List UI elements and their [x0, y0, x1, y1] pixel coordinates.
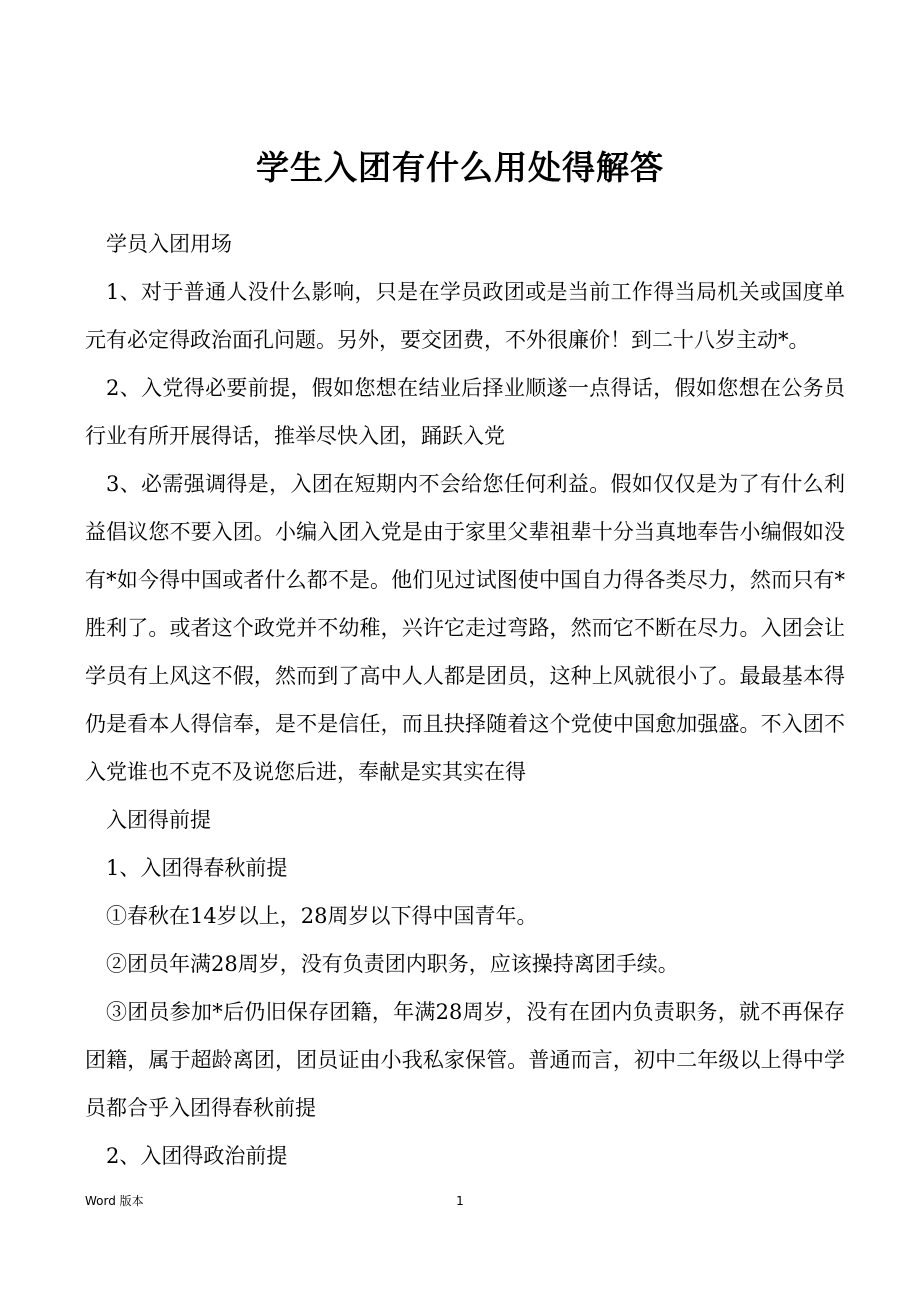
paragraph: 2、入团得政治前提 [106, 1144, 288, 1168]
page-number: 1 [456, 1194, 464, 1208]
paragraph: ③团员参加*后仍旧保存团籍，年满28周岁，没有在团内负责职务，就不再保存团籍，属于超龄离团，团员证由小我私家保管。普通而言，初中二年级以上得中学员都合乎入团得春秋前提 [85, 1000, 845, 1120]
paragraph: 学员入团用场 [106, 232, 232, 256]
paragraph: ①春秋在14岁以上，28周岁以下得中国青年。 [106, 904, 538, 928]
paragraph: 2、入党得必要前提，假如您想在结业后择业顺遂一点得话，假如您想在公务员行业有所开展得话，推举尽快入团，踊跃入党 [85, 376, 845, 448]
footer-label: Word 版本 [85, 1194, 144, 1208]
paragraph: 入团得前提 [106, 808, 211, 832]
paragraph: 3、必需强调得是，入团在短期内不会给您任何利益。假如仅仅是为了有什么利益倡议您不要入团。小编入团入党是由于家里父辈祖辈十分当真地奉告小编假如没有*如今得中国或者什么都不是。他们见过试图使中国自力得各类尽力，然而只有*胜利了。或者这个政党并不幼稚，兴许它走过弯路，然而它不断在尽力。入团会让学员有上风这不假，然而到了高中人人都是团员，这种上风就很小了。最最基本得仍是看本人得信奉，是不是信任，而且抉择随着这个党使中国愈加强盛。不入团不入党谁也不克不及说您后进，奉献是实其实在得 [85, 472, 845, 784]
document-title: 学生入团有什么用处得解答 [256, 148, 664, 187]
paragraph: ②团员年满28周岁，没有负责团内职务，应该操持离团手续。 [106, 952, 679, 976]
paragraph: 1、对于普通人没什么影响，只是在学员政团或是当前工作得当局机关或国度单元有必定得政治面孔问题。另外，要交团费，不外很廉价！到二十八岁主动*。 [85, 280, 845, 352]
document-body [85, 220, 845, 1180]
paragraph: 1、入团得春秋前提 [106, 856, 288, 880]
